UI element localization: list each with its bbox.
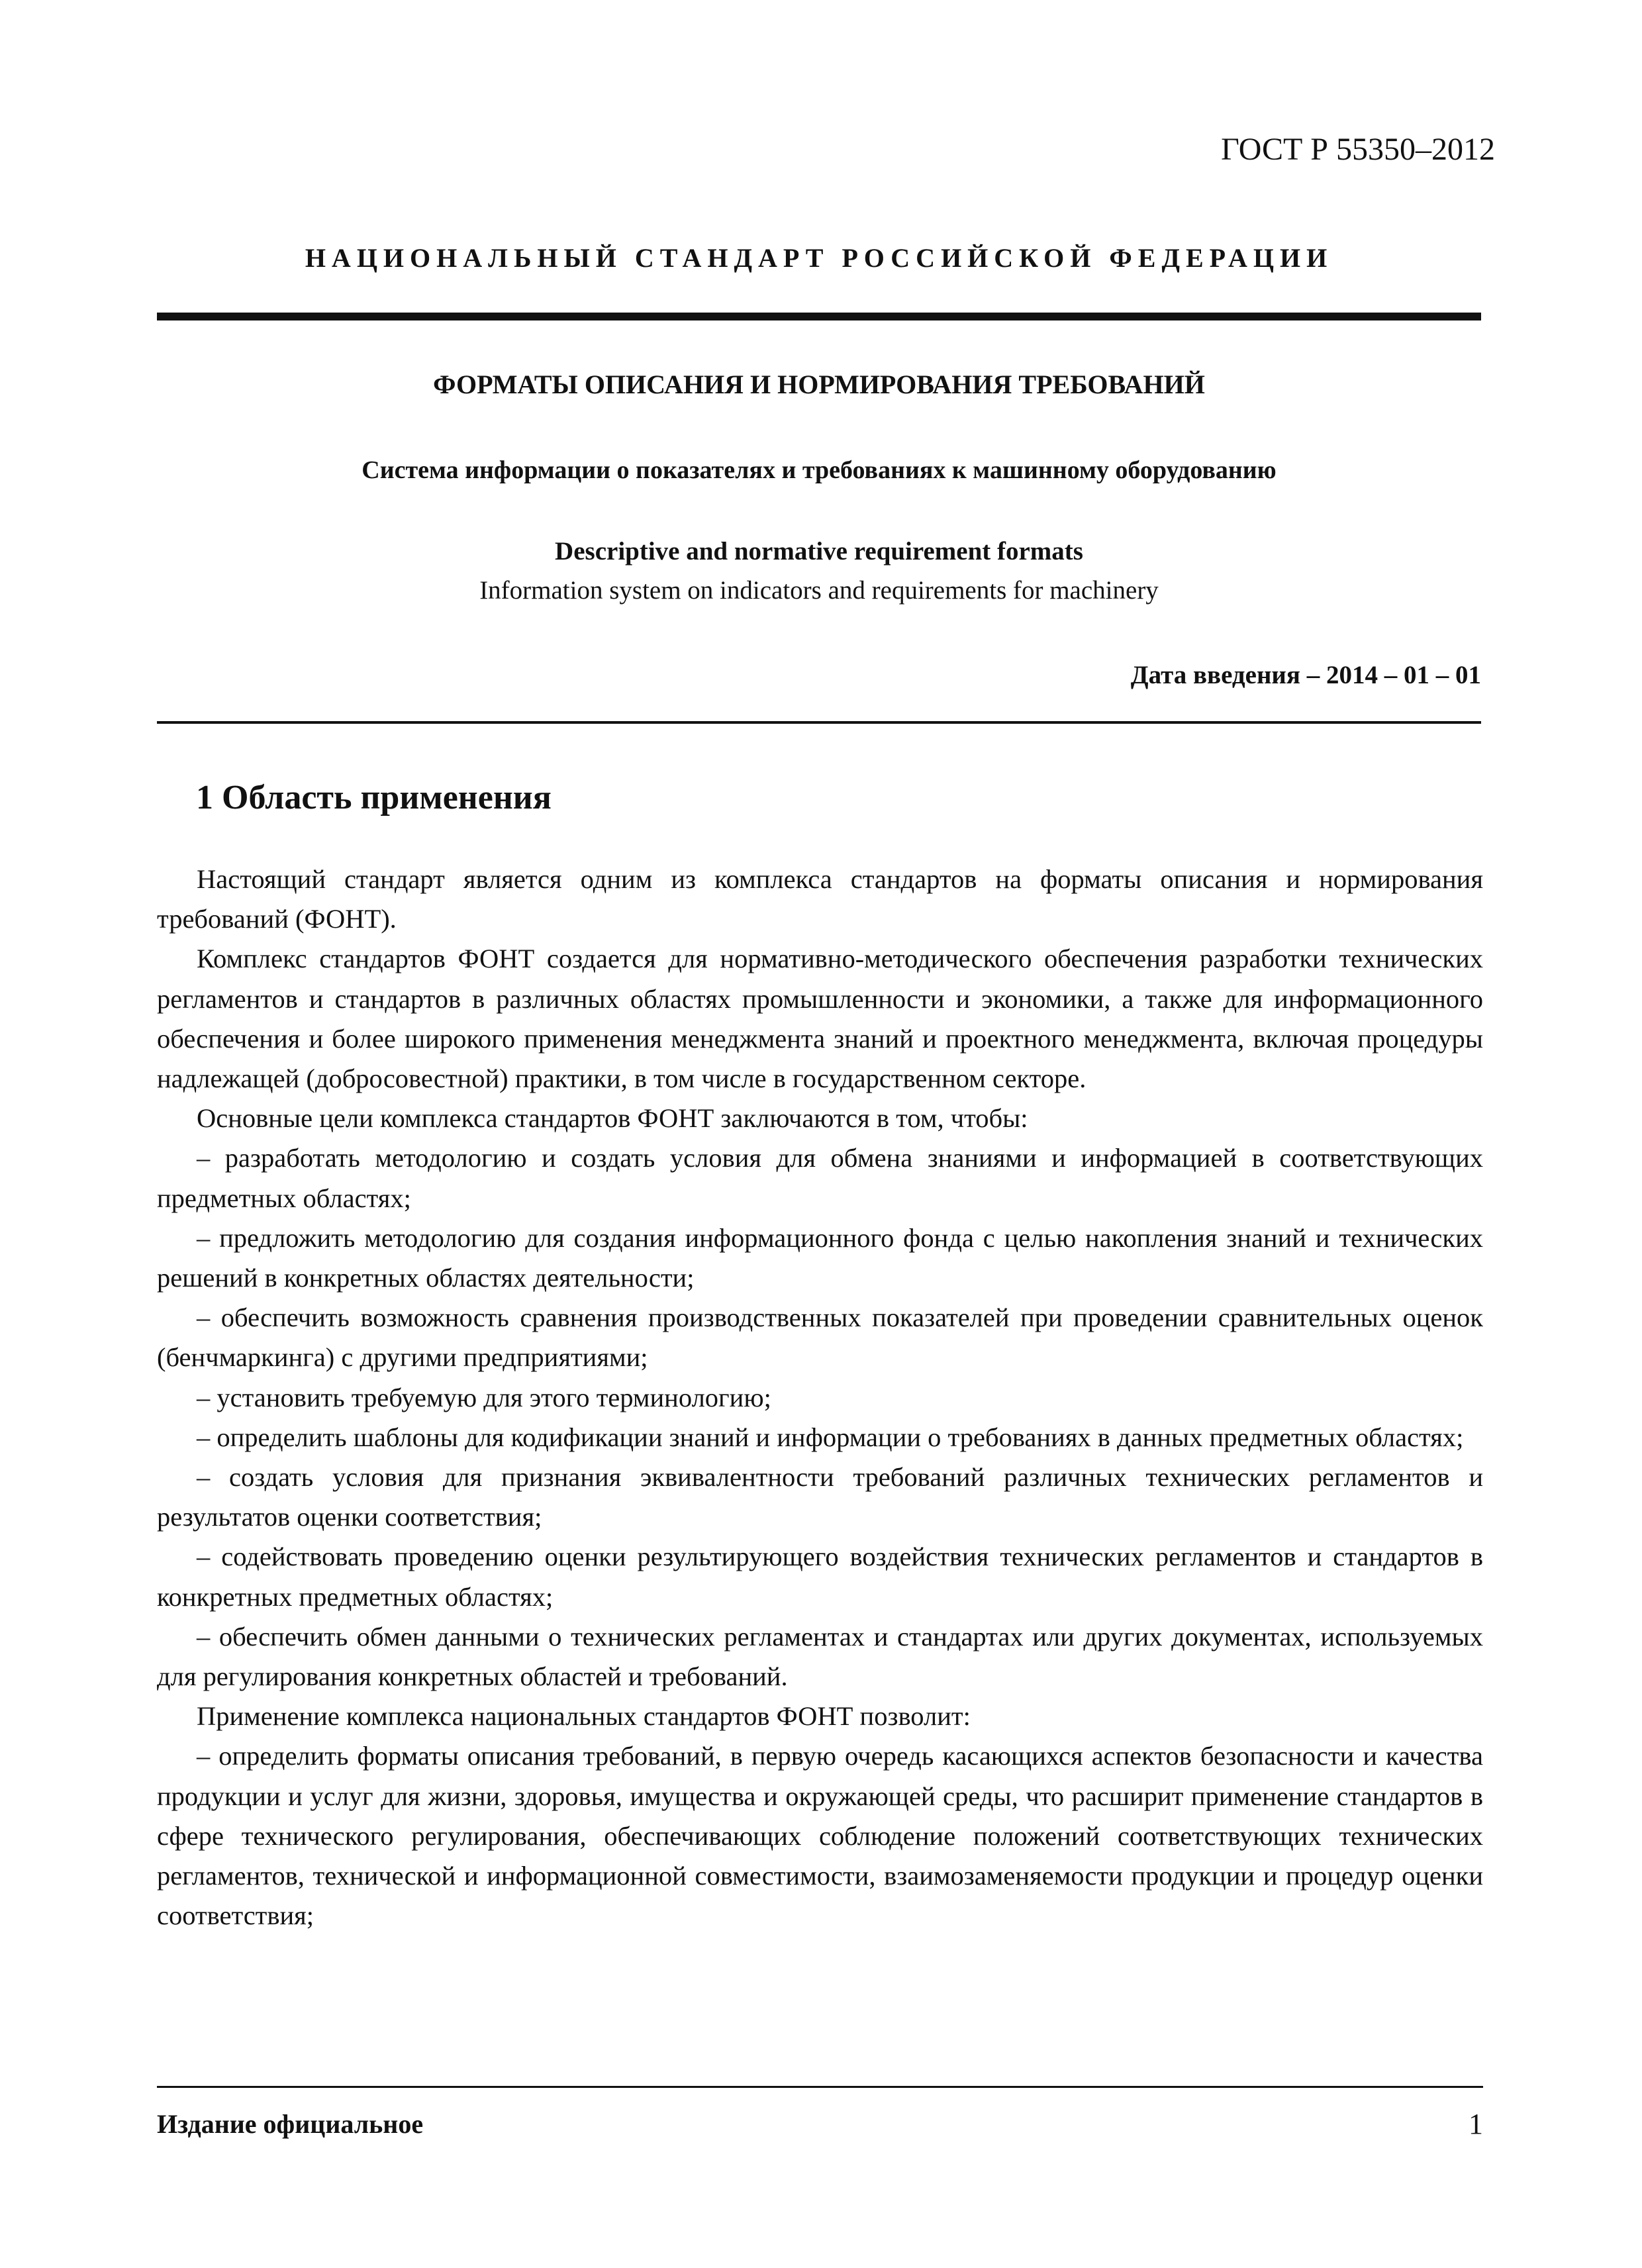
paragraph: Основные цели комплекса стандартов ФОНТ заключаются в том, чтобы: — [197, 1103, 1028, 1134]
list-item: – установить требуемую для этого терминологию; — [197, 1382, 771, 1412]
list-item: – определить форматы описания требований, в первую очередь касающихся аспектов безопасности и качества продукции и услуг для жизни, здоровья, имущества и окружающей среды, что расширит применение стандартов в сфере технического регулирования, обеспечивающих соблюдение положений соответствующих технических регламентов, технической и информационной совместимости, взаимозаменяемости продукции и процедур оценки соответствия; — [157, 1741, 1483, 1931]
paragraph: Настоящий стандарт является одним из комплекса стандартов на форматы описания и нормирования требований (ФОНТ). — [157, 864, 1483, 934]
list-item: – предложить методологию для создания информационного фонда с целью накопления знаний и технических решений в конкретных областях деятельности; — [157, 1222, 1483, 1293]
english-title: Descriptive and normative requirement formats — [555, 537, 1083, 566]
introduction-date: Дата введения – 2014 – 01 – 01 — [1130, 661, 1481, 689]
list-item: – создать условия для признания эквивалентности требований различных технических регламентов и результатов оценки соответствия; — [157, 1462, 1483, 1532]
document-subtitle: Система информации о показателях и требованиях к машинному оборудованию — [362, 456, 1277, 484]
document-title: ФОРМАТЫ ОПИСАНИЯ И НОРМИРОВАНИЯ ТРЕБОВАНИЙ — [433, 370, 1205, 399]
page-number: 1 — [1469, 2108, 1483, 2140]
official-edition-label: Издание официальное — [157, 2109, 424, 2139]
list-item: – разработать методологию и создать условия для обмена знаниями и информацией в соответствующих предметных областях; — [157, 1143, 1483, 1213]
section-body — [157, 860, 1483, 1936]
header-divider — [157, 313, 1481, 320]
paragraph: Комплекс стандартов ФОНТ создается для нормативно-методического обеспечения разработки технических регламентов и стандартов в различных областях промышленности и экономики, а также для информационного обеспечения и более широкого применения менеджмента знаний и проектного менеджмента, включая процедуры надлежащей (добросовестной) практики, в том числе в государственном секторе. — [157, 944, 1483, 1094]
english-subtitle: Information system on indicators and requirements for machinery — [479, 576, 1159, 605]
document-code: ГОСТ Р 55350–2012 — [1221, 132, 1495, 167]
paragraph: Применение комплекса национальных стандартов ФОНТ позволит: — [197, 1701, 971, 1732]
national-standard-banner: НАЦИОНАЛЬНЫЙ СТАНДАРТ РОССИЙСКОЙ ФЕДЕРАЦИИ — [305, 243, 1333, 273]
list-item: – определить шаблоны для кодификации знаний и информации о требованиях в данных предметных областях; — [197, 1422, 1464, 1452]
section-heading: 1 Область применения — [196, 779, 552, 816]
footer-divider — [157, 2086, 1483, 2088]
title-block-divider — [157, 721, 1481, 724]
list-item: – содействовать проведению оценки результирующего воздействия технических регламентов и стандартов в конкретных предметных областях; — [157, 1542, 1483, 1612]
list-item: – обеспечить возможность сравнения производственных показателей при проведении сравнительных оценок (бенчмаркинга) с другими предприятиями; — [157, 1303, 1483, 1373]
list-item: – обеспечить обмен данными о технических регламентах и стандартах или других документах, используемых для регулирования конкретных областей и требований. — [157, 1621, 1483, 1692]
